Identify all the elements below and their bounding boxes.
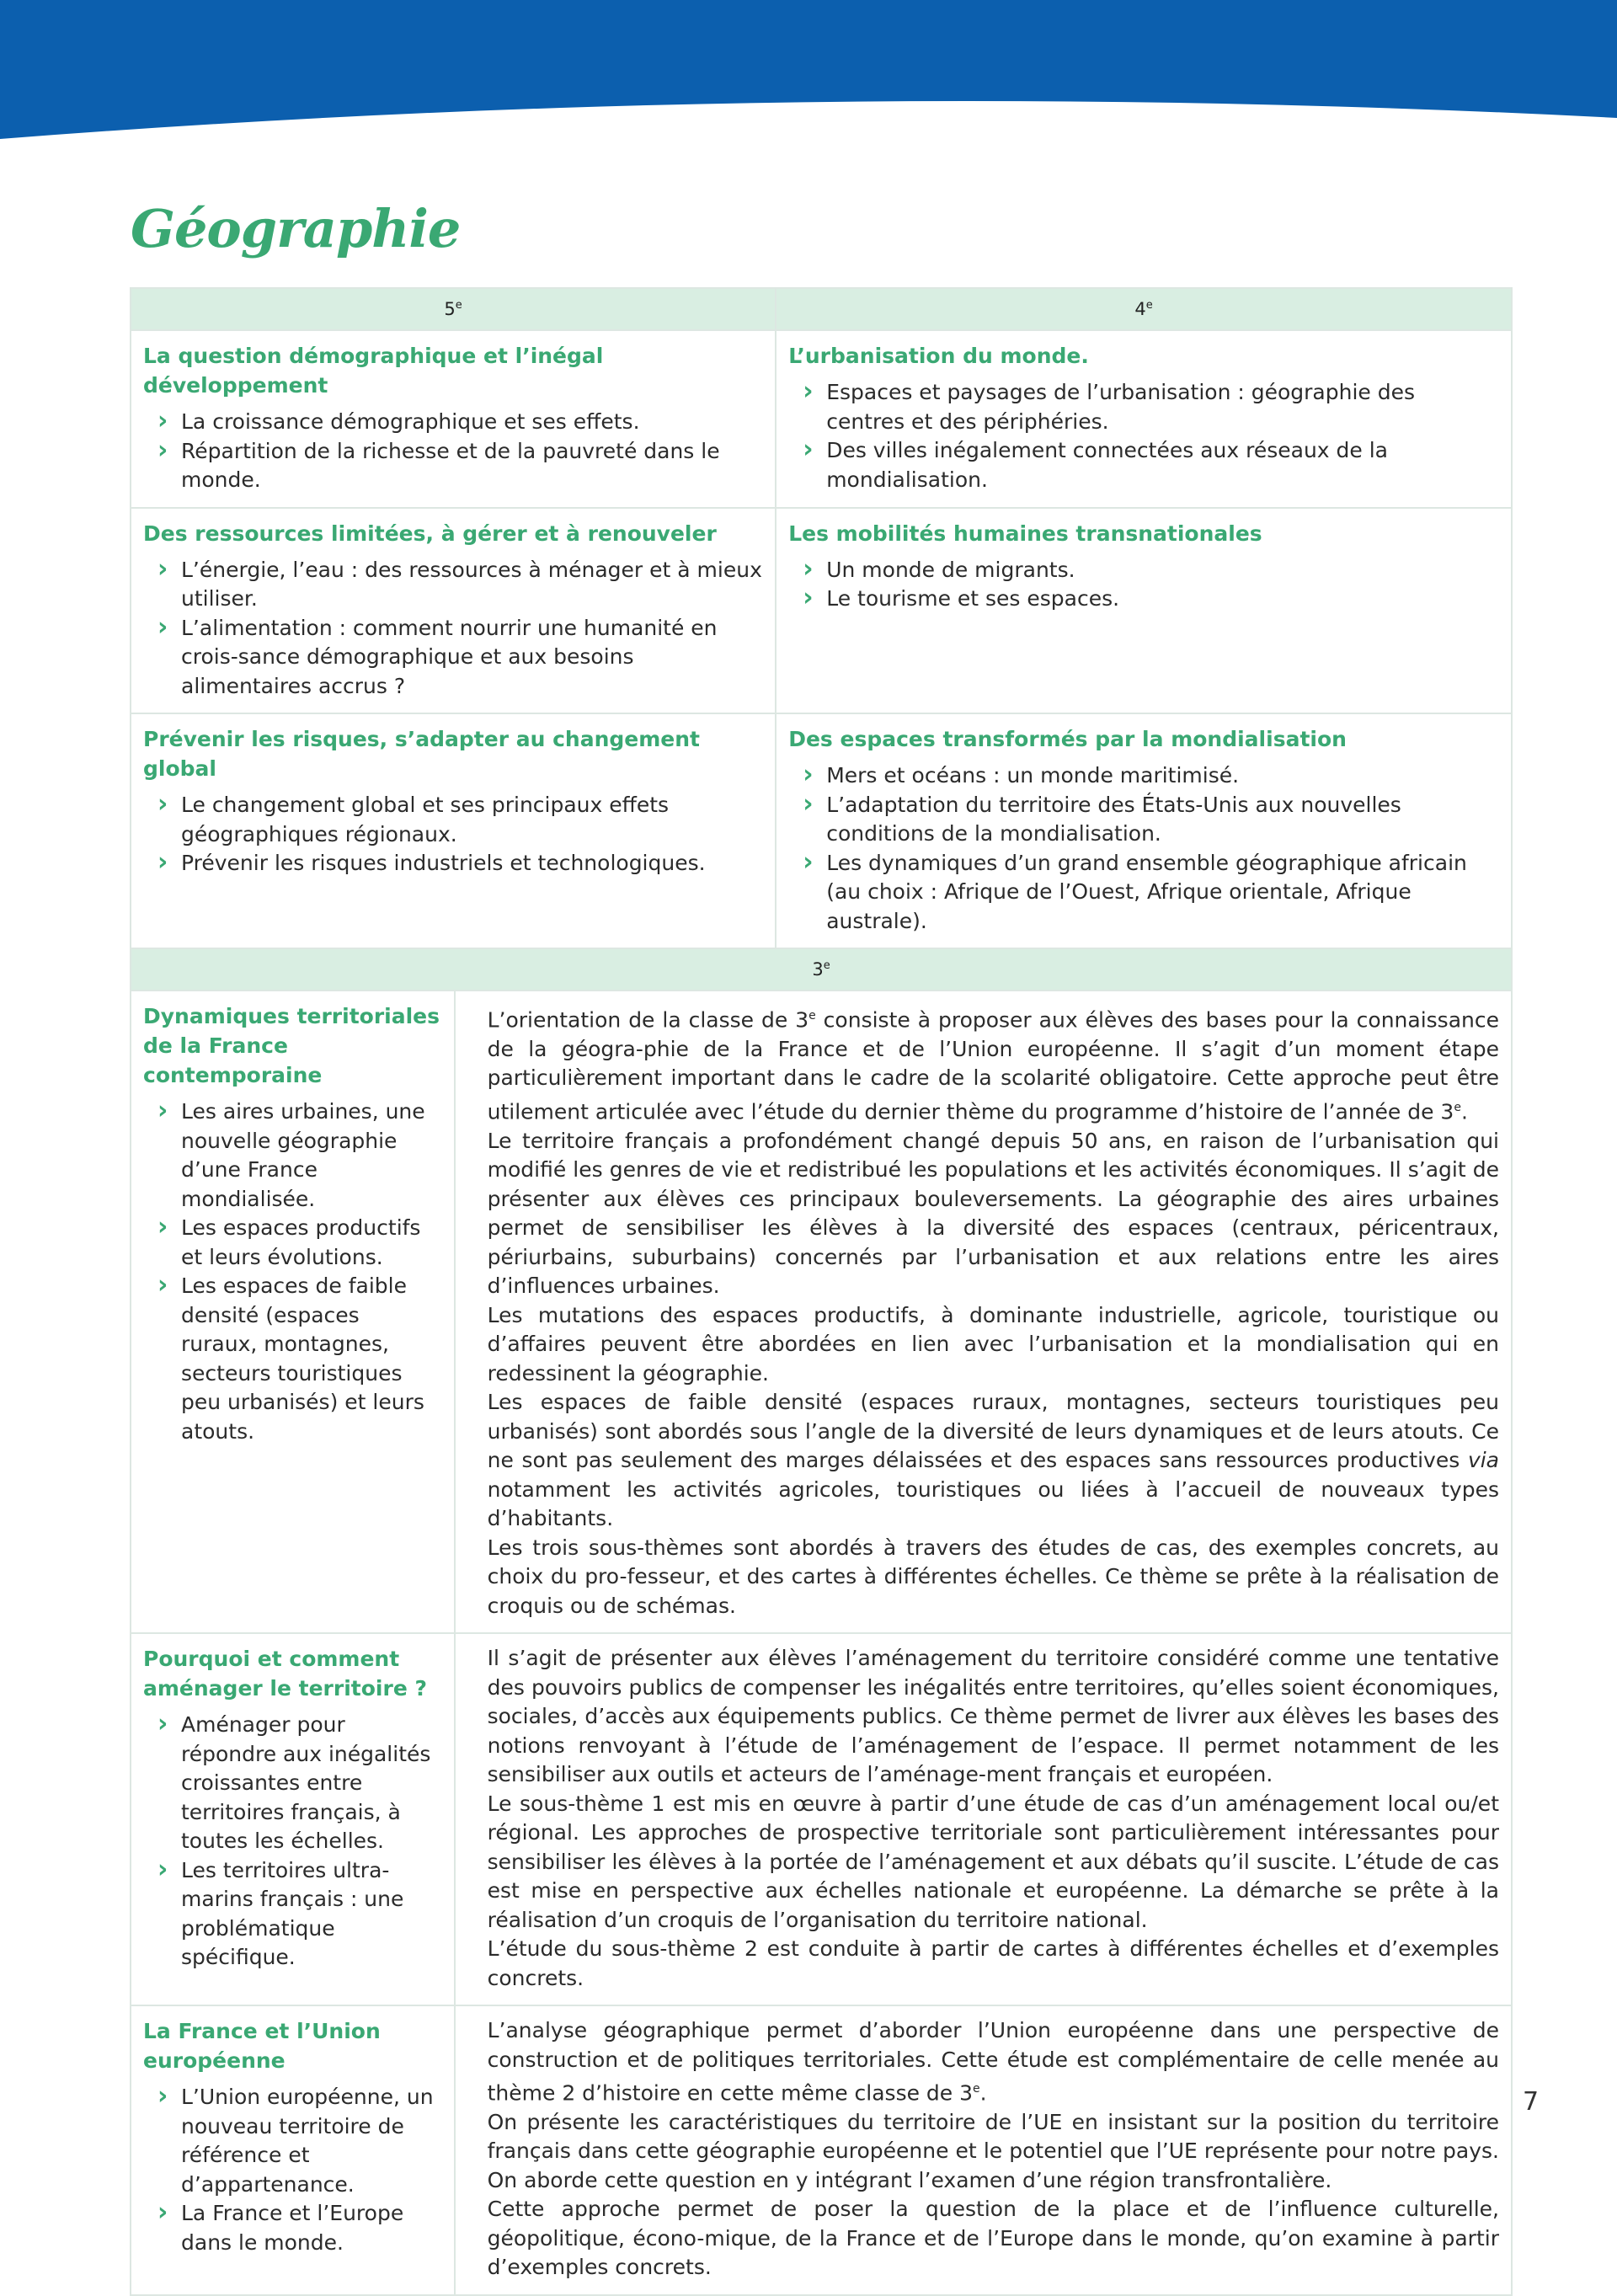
theme-cell (131, 1633, 455, 2005)
theme-description (455, 990, 1512, 1633)
chevron-right-icon: › (803, 435, 814, 464)
paragraph: Cette approche permet de poser la question de la place et de l’influence culturelle, géopolitique, écono-mique, de la France et de l’Europe dans le monde, qu’on examine à partir d’exemples concrets. (487, 2197, 1499, 2280)
grade-3-header: 3e (131, 948, 1512, 990)
chevron-right-icon: › (803, 788, 814, 819)
paragraph: L’étude du sous-thème 2 est conduite à partir de cartes à différentes échelles et d’exemples concrets. (487, 1936, 1499, 1990)
paragraph: Les mutations des espaces productifs, à dominante industrielle, agricole, touristique ou d’affaires peuvent être abordées en lien avec l’urbanisation et la mondialisation qui en redessinent la géographie. (487, 1302, 1499, 1386)
paragraph: On présente les caractéristiques du territoire de l’UE en insistant sur la position du territoire français dans cette géographie européenne et le potentiel que l’UE représente pour notre pays. On aborde cette question en y intégrant l’examen d’une région transfrontalière. (487, 2109, 1499, 2192)
paragraph: Le territoire français a profondément changé depuis 50 ans, en raison de l’urbanisation qui modifié les genres de vie et redistribué les populations et les activités économiques. Il s’agit de présenter aux élèves ces principaux bouleversements. La géographie des aires urbaines permet de sensibiliser les élèves à la diversité des espaces (centraux, péricentraux, périurbains, suburbains) concernés par l’urbanisation et aux relations entre les aires d’influences urbaines. (487, 1128, 1499, 1299)
theme-title: Les mobilités humaines transnationales (788, 521, 1262, 546)
chevron-right-icon: › (803, 846, 814, 877)
list-item: › Le changement global et ses principaux effets géographiques régionaux. (157, 789, 670, 846)
grade-3-header-row (131, 948, 1512, 990)
chevron-right-icon: › (157, 611, 168, 642)
theme-title: Prévenir les risques, s’adapter au changement global (143, 727, 700, 781)
chevron-right-icon: › (803, 553, 814, 584)
theme-list (143, 1097, 442, 1446)
theme-title: Des ressources limitées, à gérer et à renouveler (143, 521, 717, 546)
list-item: › Aménager pour répondre aux inégalités croissantes entre territoires français, à toutes les échelles. (157, 1709, 431, 1854)
paragraph: L’orientation de la classe de 3e consiste à proposer aux élèves des bases pour la connaissance de la géogra-phie de la France et de l’Union européenne. Il s’agit d’un moment étape particulièrement important dans le cadre de la scolarité obligatoire. Cette approche peut être utilement articulée avec l’étude du dernier thème du programme d’histoire de l’année de 3e. (487, 1007, 1500, 1124)
theme-title: Pourquoi et comment aménager le territoire ? (143, 1647, 427, 1701)
theme-title: La France et l’Union européenne (143, 2019, 381, 2074)
list-item: › L’énergie, l’eau : des ressources à ménager et à mieux utiliser. (157, 553, 762, 611)
theme-title: L’urbanisation du monde. (788, 344, 1089, 368)
theme-cell (131, 713, 776, 948)
paragraph: L’analyse géographique permet d’aborder l’Union européenne dans une perspective de construction et de politiques territoriales. Cette étude est complémentaire de celle menée au thème 2 d’histoire en cette même classe de 3e. (487, 2018, 1499, 2106)
chevron-right-icon: › (157, 1212, 168, 1241)
chevron-right-icon: › (803, 376, 814, 406)
theme-list (788, 761, 1499, 936)
header-banner (0, 0, 1617, 152)
theme-title: Des espaces transformés par la mondialisation (788, 727, 1347, 751)
chevron-right-icon: › (157, 847, 168, 877)
list-item: › Espaces et paysages de l’urbanisation : géographie des centres et des périphéries. (803, 376, 1416, 434)
paragraph: Les espaces de faible densité (espaces ruraux, montagnes, secteurs touristiques peu urbanisés) sont abordés sous l’angle de la diversité de leurs dynamiques et de leurs atouts. Ce ne sont pas seulement des marges délaissées et des espaces sans ressources productives via notamment les activités agricoles, touristiques ou liées à l’accueil de nouveaux types d’habitants. (487, 1390, 1499, 1531)
theme-cell (776, 713, 1512, 948)
theme-cell (131, 990, 455, 1633)
list-item: › Un monde de migrants. (803, 553, 1075, 584)
grade-5-4-row-2 (131, 508, 1512, 714)
list-item: › L’Union européenne, un nouveau territoire de référence et d’appartenance. (157, 2081, 434, 2197)
theme-list (143, 2083, 442, 2257)
grade-5-4-row-3 (131, 713, 1512, 948)
chevron-right-icon: › (157, 789, 168, 819)
chevron-right-icon: › (803, 760, 814, 789)
list-item: › L’alimentation : comment nourrir une humanité en crois-sance démographique et aux besoins alimentaires accrus ? (157, 611, 718, 698)
theme-cell (776, 330, 1512, 508)
grade-5-4-row-1 (131, 330, 1512, 508)
chevron-right-icon: › (157, 1270, 168, 1300)
list-item: › Les espaces productifs et leurs évolutions. (157, 1212, 421, 1269)
chevron-right-icon: › (157, 435, 168, 465)
chevron-right-icon: › (157, 1096, 168, 1125)
chevron-right-icon: › (157, 2081, 168, 2112)
theme-title: Dynamiques territoriales de la France contemporaine (143, 1004, 440, 1087)
grade-3-row-2 (131, 1633, 1512, 2005)
theme-list (143, 791, 763, 878)
list-item: › L’adaptation du territoire des États-Unis aux nouvelles conditions de la mondialisation. (803, 788, 1401, 846)
list-item: › Les aires urbaines, une nouvelle géographie d’une France mondialisée. (157, 1096, 425, 1211)
chevron-right-icon: › (157, 406, 168, 435)
theme-description (455, 1633, 1512, 2005)
page-title: Géographie (131, 198, 461, 259)
theme-list (788, 553, 1499, 614)
chevron-right-icon: › (157, 553, 168, 584)
list-item: › Le tourisme et ses espaces. (803, 583, 1120, 612)
theme-cell (131, 508, 776, 714)
theme-title: La question démographique et l’inégal développement (143, 344, 604, 398)
list-item: › Les territoires ultra-marins français : une problématique spécifique. (157, 1854, 404, 1970)
list-item: › La croissance démographique et ses effets. (157, 406, 640, 435)
chevron-right-icon: › (803, 583, 814, 612)
theme-list (143, 553, 763, 702)
list-item: › La France et l’Europe dans le monde. (157, 2197, 404, 2255)
theme-cell (131, 330, 776, 508)
grade-4-header: 4e (776, 288, 1512, 330)
paragraph: Le sous-thème 1 est mis en œuvre à partir d’une étude de cas d’un aménagement local ou/et régional. Les approches de prospective territoriale sont particulièrement intéressantes pour sensibiliser les élèves à la portée de l’aménagement et aux débats qu’il suscite. L’étude de cas est mise en perspective aux échelles nationale et européenne. La démarche se prête à la réalisation d’un croquis de l’organisation du territoire national. (487, 1791, 1499, 1932)
theme-list (143, 1711, 442, 1973)
list-item: › Mers et océans : un monde maritimisé. (803, 760, 1240, 789)
chevron-right-icon: › (157, 2197, 168, 2228)
paragraph: Il s’agit de présenter aux élèves l’aménagement du territoire considéré comme une tentative des pouvoirs publics de compenser les inégalités entre territoires, qu’elles soient économiques, sociales, d’accès aux équipements publics. Ce thème permet de livrer aux élèves les bases des notions renvoyant à l’étude de l’aménagement de l’espace. Il permet notamment de les sensibiliser aux outils et acteurs de l’aménage-ment français et européen. (487, 1646, 1499, 1787)
theme-cell (131, 2005, 455, 2295)
curriculum-table (130, 287, 1513, 2296)
theme-list (788, 378, 1499, 494)
list-item: › Les dynamiques d’un grand ensemble géographique africain (au choix : Afrique de l’Ouest, Afrique orientale, Afrique australe). (803, 846, 1467, 933)
theme-list (143, 408, 763, 495)
grade-3-row-1 (131, 990, 1512, 1633)
chevron-right-icon: › (157, 1854, 168, 1884)
paragraph: Les trois sous-thèmes sont abordés à travers des études de cas, des exemples concrets, au choix du pro-fesseur, et des cartes à différentes échelles. Ce thème se prête à la réalisation de croquis ou de schémas. (487, 1535, 1499, 1618)
theme-cell (776, 508, 1512, 714)
grade-3-row-3 (131, 2005, 1512, 2295)
list-item: › Des villes inégalement connectées aux réseaux de la mondialisation. (803, 435, 1388, 492)
chevron-right-icon: › (157, 1709, 168, 1739)
list-item: › Répartition de la richesse et de la pauvreté dans le monde. (157, 435, 720, 492)
grade-header-row (131, 288, 1512, 330)
grade-5-header: 5e (131, 288, 776, 330)
list-item: › Prévenir les risques industriels et technologiques. (157, 847, 706, 877)
list-item: › Les espaces de faible densité (espaces ruraux, montagnes, secteurs touristiques peu urbanisés) et leurs atouts. (157, 1270, 424, 1444)
theme-description (455, 2005, 1512, 2295)
page-number: 7 (1523, 2087, 1540, 2117)
